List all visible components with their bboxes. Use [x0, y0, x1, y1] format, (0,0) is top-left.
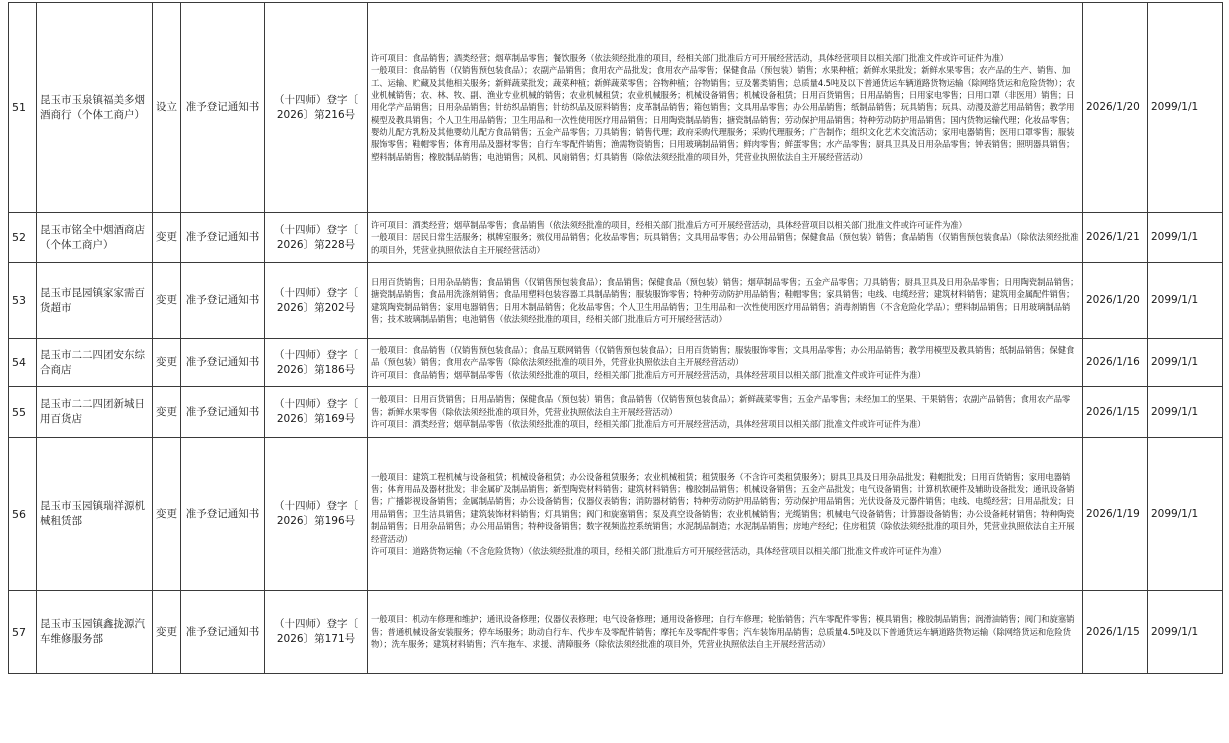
business-scope-paragraph: 一般项目：机动车修理和维护；通讯设备修理；仪器仪表修理；电气设备修理；通用设备修理；自行车修理；轮胎销售；汽车零配件零售；模具销售；橡胶制品销售；润滑油销售；阀门和旋塞销售；普通机械设备安装服务；停车场服务；助动自行车、代步车及零配件销售；摩托车及零配件零售；汽车装饰用品销售；总质量4.5吨及以下普通货运车辆道路货物运输（除网络货运和危险货物）；洗车服务；建筑材料销售；汽车拖车、求援、清障服务（除依法须经批准的项目外，凭营业执照依法自主开展经营活动） [371, 614, 1075, 650]
business-scope-paragraph: 一般项目：居民日常生活服务；棋牌室服务；殡仪用品销售；化妆品零售；玩具销售；文具用品零售；办公用品销售；保健食品（预包装）销售；食品销售（仅销售预包装食品）（除依法须经批准的项目外，凭营业执照依法自主开展经营活动） [371, 232, 1079, 255]
business-scope [368, 263, 1083, 339]
approval-date: 2026/1/20 [1083, 263, 1148, 339]
company-name: 昆玉市二二四团安东综合商店 [37, 339, 153, 387]
expiry-date: 2099/1/1 [1148, 339, 1223, 387]
company-name: 昆玉市玉园镇瑞祥源机械租赁部 [37, 438, 153, 591]
approval-date: 2026/1/15 [1083, 591, 1148, 674]
business-scope [368, 339, 1083, 387]
table-row [9, 213, 1223, 263]
document-number-line: （十四师）登字〔 [274, 398, 358, 410]
expiry-date: 2099/1/1 [1148, 213, 1223, 263]
document-number-line: （十四师）登字〔 [274, 93, 358, 106]
business-scope-paragraph: 许可项目：食品销售；酒类经营；烟草制品零售；餐饮服务（依法须经批准的项目，经相关部门批准后方可开展经营活动，具体经营项目以相关部门批准文件或许可证件为准） [371, 52, 1009, 63]
row-number: 52 [9, 213, 37, 263]
document-number-line: （十四师）登字〔 [274, 286, 358, 299]
business-scope-paragraph: 许可项目：道路货物运输（不含危险货物）（依法须经批准的项目，经相关部门批准后方可开展经营活动，具体经营项目以相关部门批准文件或许可证件为准） [371, 545, 947, 556]
change-type: 设立 [153, 3, 181, 213]
approval-date: 2026/1/21 [1083, 213, 1148, 263]
expiry-date: 2099/1/1 [1148, 438, 1223, 591]
document-number-line: 2026〕第228号 [276, 238, 356, 251]
business-scope-paragraph: 一般项目：日用百货销售；日用品销售；保健食品（预包装）销售；食品销售（仅销售预包装食品）；新鲜蔬菜零售；五金产品零售；未经加工的坚果、干果销售；农副产品销售；食用农产品零售；新鲜水果零售（除依法须经批准的项目外，凭营业执照依法自主开展经营活动） [371, 394, 1071, 417]
company-name: 昆玉市玉园镇鑫拢源汽车维修服务部 [37, 591, 153, 674]
table-row [9, 591, 1223, 674]
notice-type: 准予登记通知书 [181, 213, 265, 263]
document-number [265, 3, 368, 213]
business-scope [368, 438, 1083, 591]
expiry-date: 2099/1/1 [1148, 263, 1223, 339]
row-number: 57 [9, 591, 37, 674]
document-number [265, 263, 368, 339]
document-number-line: 2026〕第202号 [276, 301, 356, 314]
change-type: 变更 [153, 438, 181, 591]
notice-type: 准予登记通知书 [181, 339, 265, 387]
expiry-date: 2099/1/1 [1148, 3, 1223, 213]
document-number [265, 387, 368, 438]
document-number-line: （十四师）登字〔 [274, 348, 358, 361]
company-name: 昆玉市铭全中烟酒商店（个体工商户） [37, 213, 153, 263]
expiry-date: 2099/1/1 [1148, 387, 1223, 438]
business-scope-paragraph: 一般项目：建筑工程机械与设备租赁；机械设备租赁；办公设备租赁服务；农业机械租赁；租赁服务（不含许可类租赁服务）；厨具卫具及日用杂品批发；鞋帽批发；日用百货销售；家用电器销售；体育用品及器材批发；非金属矿及制品销售；新型陶瓷材料销售；建筑材料销售；橡胶制品销售；机械设备销售；五金产品批发；电气设备销售；计算机软硬件及辅助设备批发；通讯设备销售；广播影视设备销售；金属制品销售；办公设备销售；仪器仪表销售；消防器材销售；特种劳动防护用品销售；劳动保护用品销售；光伏设备及元器件销售；电线、电缆经营；日用品批发；日用品销售；卫生洁具销售；建筑装饰材料销售；灯具销售；阀门和旋塞销售；泵及真空设备销售；农业机械销售；光缆销售；机械电气设备销售；计算器设备销售；办公设备耗材销售；特种陶瓷制品销售；日用杂品销售；办公用品销售；特种设备销售；数字视频监控系统销售；水泥制品制造；水泥制品销售；房地产经纪；住房租赁（除依法须经批准的项目外，凭营业执照依法自主开展经营活动） [371, 471, 1075, 544]
table-row [9, 438, 1223, 591]
company-name: 昆玉市昆园镇家家需百货超市 [37, 263, 153, 339]
business-scope-paragraph: 一般项目：食品销售（仅销售预包装食品）；农副产品销售；食用农产品批发；食用农产品零售；保健食品（预包装）销售；水果种植；新鲜水果批发；新鲜水果零售；农产品的生产、销售、加工、运输、贮藏及其他相关服务；新鲜蔬菜批发；蔬菜种植；新鲜蔬菜零售；谷物种植；谷物销售；豆及薯类销售；总质量4.5吨及以下普通货运车辆道路货物运输（除网络货运和危险货物）；农业机械销售；农、林、牧、副、渔业专业机械的销售；农业机械租赁；农业机械服务；机械设备销售；机械设备租赁；日用百货销售；日用品销售；日用家电零售；日用口罩（非医用）销售；日用化学产品销售；日用杂品销售；针纺织品销售；针纺织品及原料销售；皮革制品销售；箱包销售；文具用品零售；办公用品销售；纸制品销售；玩具销售；玩具、动漫及游艺用品销售；教学用模型及教具销售；个人卫生用品销售；卫生用品和一次性使用医疗用品销售；日用陶瓷制品销售；搪瓷制品销售；劳动保护用品销售；特种劳动防护用品销售；国内货物运输代理；化妆品零售；婴幼儿配方乳粉及其他婴幼儿配方食品销售；五金产品零售；刀具销售；销售代理；政府采购代理服务；采购代理服务；广告制作；组织文化艺术交流活动；家用电器销售；医用口罩零售；服装服饰零售；鞋帽零售；体育用品及器材零售；自行车零配件销售；渔需物资销售；日用玻璃制品销售；鲜肉零售；鲜蛋零售；水产品零售；厨具卫具及日用杂品零售；钟表销售；照明器具销售；塑料制品销售；橡胶制品销售；电池销售；风机、风扇销售；灯具销售（除依法须经批准的项目外，凭营业执照依法自主开展经营活动） [371, 65, 1075, 162]
registration-table [8, 2, 1223, 674]
business-scope-paragraph: 许可项目：酒类经营；烟草制品零售（依法须经批准的项目，经相关部门批准后方可开展经营活动，具体经营项目以相关部门批准文件或许可证件为准） [371, 419, 926, 430]
table-row [9, 3, 1223, 213]
change-type: 变更 [153, 213, 181, 263]
notice-type: 准予登记通知书 [181, 387, 265, 438]
notice-type: 准予登记通知书 [181, 438, 265, 591]
company-name: 昆玉市玉泉镇福美多烟酒商行（个体工商户） [37, 3, 153, 213]
notice-type: 准予登记通知书 [181, 263, 265, 339]
notice-type: 准予登记通知书 [181, 3, 265, 213]
approval-date: 2026/1/15 [1083, 387, 1148, 438]
table-row [9, 263, 1223, 339]
document-number [265, 438, 368, 591]
document-number-line: 2026〕第216号 [276, 108, 356, 121]
document-number [265, 339, 368, 387]
business-scope-paragraph: 许可项目：酒类经营；烟草制品零售；食品销售（依法须经批准的项目，经相关部门批准后方可开展经营活动，具体经营项目以相关部门批准文件或许可证件为准） [371, 219, 967, 230]
row-number: 53 [9, 263, 37, 339]
business-scope-paragraph: 日用百货销售；日用杂品销售；食品销售（仅销售预包装食品）；食品销售；保健食品（预包装）销售；烟草制品零售；五金产品零售；刀具销售；厨具卫具及日用杂品零售；日用陶瓷制品销售；搪瓷制品销售；食品用洗涤剂销售；食品用塑料包装容器工具制品销售；服装服饰零售；特种劳动防护用品销售；鞋帽零售；家具销售；电线、电缆经营；建筑材料销售；建筑用金属配件销售；建筑陶瓷制品销售；家用电器销售；日用木制品销售；化妆品零售；个人卫生用品销售；卫生用品和一次性使用医疗用品销售；消毒剂销售（不含危险化学品）；塑料制品销售；日用玻璃制品销售；技术玻璃制品销售；电池销售（依法须经批准的项目，经相关部门批准后方可开展经营活动） [371, 276, 1079, 324]
document-number-line: 2026〕第169号 [276, 413, 356, 425]
row-number: 54 [9, 339, 37, 387]
document-number-line: 2026〕第196号 [276, 515, 356, 527]
row-number: 51 [9, 3, 37, 213]
business-scope [368, 3, 1083, 213]
business-scope [368, 591, 1083, 674]
business-scope [368, 387, 1083, 438]
expiry-date: 2099/1/1 [1148, 591, 1223, 674]
document-number-line: 2026〕第186号 [276, 363, 356, 376]
business-scope-paragraph: 许可项目：食品销售；烟草制品零售（依法须经批准的项目，经相关部门批准后方可开展经营活动，具体经营项目以相关部门批准文件或许可证件为准） [371, 369, 926, 380]
company-name: 昆玉市二二四团新城日用百货店 [37, 387, 153, 438]
business-scope [368, 213, 1083, 263]
row-number: 56 [9, 438, 37, 591]
table-row [9, 387, 1223, 438]
document-number-line: 2026〕第171号 [276, 633, 356, 645]
change-type: 变更 [153, 263, 181, 339]
approval-date: 2026/1/19 [1083, 438, 1148, 591]
document-number-line: （十四师）登字〔 [274, 500, 358, 512]
approval-date: 2026/1/16 [1083, 339, 1148, 387]
change-type: 变更 [153, 591, 181, 674]
change-type: 变更 [153, 339, 181, 387]
document-number [265, 591, 368, 674]
document-number-line: （十四师）登字〔 [274, 223, 358, 236]
approval-date: 2026/1/20 [1083, 3, 1148, 213]
business-scope-paragraph: 一般项目：食品销售（仅销售预包装食品）；食品互联网销售（仅销售预包装食品）；日用百货销售；服装服饰零售；文具用品零售；办公用品销售；教学用模型及教具销售；纸制品销售；保健食品（预包装）销售；食用农产品零售（除依法须经批准的项目外，凭营业执照依法自主开展经营活动） [371, 344, 1075, 368]
document-number-line: （十四师）登字〔 [274, 618, 358, 630]
change-type: 变更 [153, 387, 181, 438]
document-number [265, 213, 368, 263]
row-number: 55 [9, 387, 37, 438]
table-row [9, 339, 1223, 387]
notice-type: 准予登记通知书 [181, 591, 265, 674]
